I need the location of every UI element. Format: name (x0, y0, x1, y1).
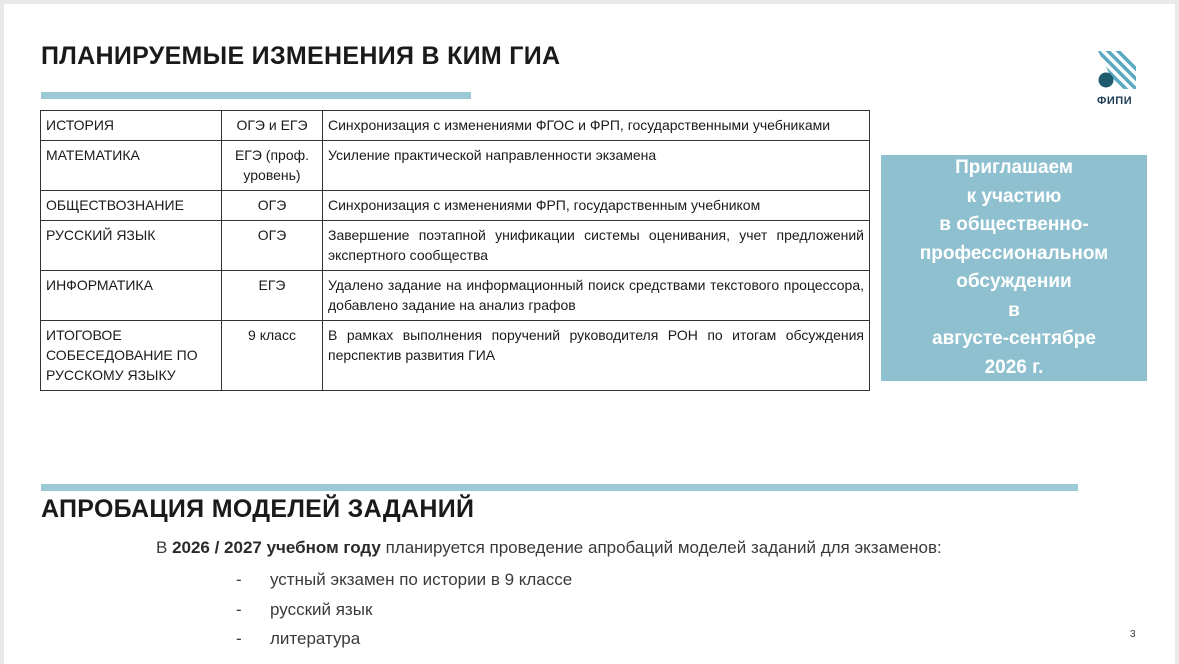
exam-cell: 9 класс (222, 321, 323, 391)
approbation-intro (156, 538, 942, 558)
bullet-marker: - (236, 570, 242, 589)
accent-rule-bottom (41, 484, 1078, 491)
subject-cell: ИСТОРИЯ (41, 111, 222, 141)
subject-cell: ОБЩЕСТВОЗНАНИЕ (41, 191, 222, 221)
list-item (236, 565, 572, 595)
page-number: 3 (1130, 629, 1136, 640)
logo-text: ФИПИ (1097, 95, 1133, 107)
invite-line: августе-сентябре (932, 328, 1096, 349)
subject-cell: ИТОГОВОЕ СОБЕСЕДОВАНИЕ ПО РУССКОМУ ЯЗЫКУ (41, 321, 222, 391)
intro-text: планируется проведение апробаций моделей заданий для экзаменов: (380, 538, 942, 557)
approbation-list (236, 565, 572, 654)
change-cell: Синхронизация с изменениями ФРП, государственным учебником (323, 191, 870, 221)
table-row (41, 111, 870, 141)
list-item (236, 624, 572, 654)
subject-cell: ИНФОРМАТИКА (41, 271, 222, 321)
intro-text: В (156, 538, 173, 557)
exam-cell: ОГЭ и ЕГЭ (222, 111, 323, 141)
invitation-box (881, 155, 1147, 381)
change-cell: Завершение поэтапной унификации системы оценивания, учет предложений экспертного сообщества (323, 221, 870, 271)
list-item (236, 595, 572, 625)
invite-line: к участию (966, 185, 1062, 207)
slide (4, 4, 1175, 664)
invite-line: профессиональном (919, 242, 1109, 264)
change-cell: В рамках выполнения поручений руководителя РОН по итогам обсуждения перспектив развития ГИА (323, 321, 870, 391)
changes-table (40, 110, 870, 391)
invite-line: обсуждении (956, 271, 1072, 292)
accent-rule-top (41, 92, 471, 99)
table-row (41, 141, 870, 191)
exam-cell: ЕГЭ (проф. уровень) (222, 141, 323, 191)
invite-line: в общественно- (939, 214, 1089, 235)
table-row (41, 321, 870, 391)
subject-cell: РУССКИЙ ЯЗЫК (41, 221, 222, 271)
subject-cell: МАТЕМАТИКА (41, 141, 222, 191)
list-item-text: русский язык (270, 599, 373, 619)
change-cell: Усиление практической направленности экзамена (323, 141, 870, 191)
exam-cell: ЕГЭ (222, 271, 323, 321)
table-row (41, 271, 870, 321)
table-row (41, 191, 870, 221)
list-item-text: устный экзамен по истории в 9 классе (270, 570, 573, 589)
list-item-text: литература (270, 629, 361, 648)
bullet-marker: - (236, 629, 242, 648)
exam-cell: ОГЭ (222, 191, 323, 221)
invite-line: Приглашаем (955, 157, 1073, 178)
change-cell: Синхронизация с изменениями ФГОС и ФРП, государственными учебниками (323, 111, 870, 141)
invite-line: в (1008, 299, 1020, 321)
change-cell: Удалено задание на информационный поиск средствами текстового процессора, добавлено задание на анализ графов (323, 271, 870, 321)
bullet-marker: - (236, 599, 242, 619)
intro-year: 2026 / 2027 учебном году (172, 538, 381, 557)
section-title-approbation: АПРОБАЦИЯ МОДЕЛЕЙ ЗАДАНИЙ (41, 495, 475, 523)
table-row (41, 221, 870, 271)
exam-cell: ОГЭ (222, 221, 323, 271)
invite-line: 2026 г. (984, 356, 1044, 378)
section-title-changes: ПЛАНИРУЕМЫЕ ИЗМЕНЕНИЯ В КИМ ГИА (41, 42, 561, 70)
